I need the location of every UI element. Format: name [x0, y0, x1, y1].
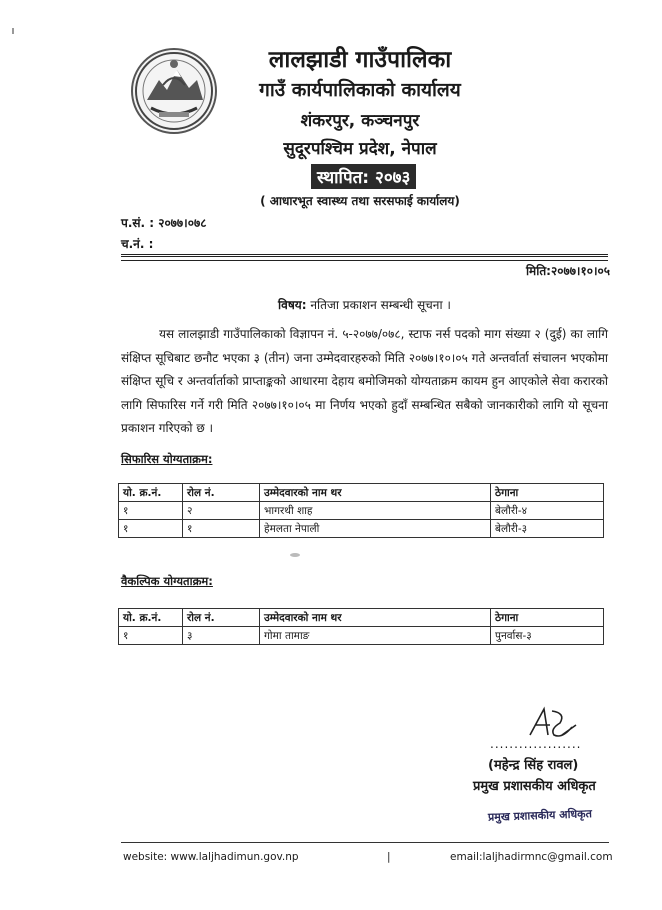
footer-divider: [121, 842, 609, 843]
ink-smudge: [290, 553, 300, 557]
header-roll: रोल नं.: [183, 609, 260, 627]
signatory-name: (महेन्द्र सिंह रावल): [488, 758, 579, 773]
table-row: [119, 627, 604, 645]
cell-name: हेमलता नेपाली: [260, 520, 491, 538]
subject-label: विषय:: [278, 298, 307, 312]
established-badge: स्थापित: २०७३: [311, 164, 416, 189]
cell-serial: १: [119, 502, 183, 520]
scan-mark: [12, 28, 14, 34]
cell-name: गोमा तामाङ: [260, 627, 491, 645]
dispatch-number: च.नं. :: [121, 237, 154, 251]
footer-email: email:laljhadirmnc@gmail.com: [450, 851, 613, 863]
sub-office-name: ( आधारभूत स्वास्थ्य तथा सरसफाई कार्यालय): [260, 194, 460, 208]
alternate-table: [118, 608, 604, 645]
table-header-row: [119, 484, 604, 502]
cell-name: भागरथी शाह: [260, 502, 491, 520]
header-serial: यो. क्र.नं.: [119, 609, 183, 627]
header-name: उम्मेदवारको नाम थर: [260, 609, 491, 627]
footer-separator: |: [387, 851, 391, 863]
document-date: मिति:२०७७।१०।०५: [525, 264, 610, 278]
table-row: [119, 502, 604, 520]
cell-roll: ३: [183, 627, 260, 645]
notice-paragraph: [121, 323, 608, 441]
province-country: सुदूरपश्चिम प्रदेश, नेपाल: [283, 139, 437, 159]
cell-serial: १: [119, 627, 183, 645]
cell-roll: १: [183, 520, 260, 538]
office-name: गाउँ कार्यपालिकाको कार्यालय: [259, 79, 461, 101]
cell-address: बेलौरी-४: [491, 502, 604, 520]
header-divider: [121, 254, 608, 261]
subject-text: नतिजा प्रकाशन सम्बन्धी सूचना ।: [310, 298, 451, 312]
office-address: शंकरपुर, कञ्चनपुर: [300, 111, 420, 131]
recommended-label: सिफारिस योग्यताक्रम:: [121, 452, 213, 466]
table-header-row: [119, 609, 604, 627]
footer-website: website: www.laljhadimun.gov.np: [123, 851, 299, 863]
official-stamp: प्रमुख प्रशासकीय अधिकृत: [487, 807, 593, 824]
header-roll: रोल नं.: [183, 484, 260, 502]
cell-roll: २: [183, 502, 260, 520]
header-address: ठेगाना: [491, 484, 604, 502]
header-address: ठेगाना: [491, 609, 604, 627]
notice-text: यस लालझाडी गाउँपालिकाको विज्ञापन नं. ५-२०७७/०७८, स्टाफ नर्स पदको माग संख्या २ (दुई) का लागि संक्षिप्त सूचिबाट छनौट भएका ३ (तीन) जना उम्मेदवारहरुको मिति २०७७।१०।०५ गते अन्तर्वार्ता संचालन भएकोमा संक्षिप्त सूचि र अन्तर्वार्ताको प्राप्ताङ्कको आधारमा देहाय बमोजिमको योग्यताक्रम कायम हुन आएकोले सेवा करारको लागि सिफारिस गर्ने गरी मिति २०७७।१०।०५ मा निर्णय भएको हुदाँ सम्बन्धित सबैको जानकारीको लागि यो सूचना प्रकाशन गरिएको छ ।: [121, 327, 608, 435]
subject-line: [121, 296, 608, 313]
signature-line: ...................: [490, 737, 582, 751]
reference-number: प.सं. : २०७७।०७८: [121, 216, 207, 230]
header-serial: यो. क्र.नं.: [119, 484, 183, 502]
cell-serial: १: [119, 520, 183, 538]
alternate-label: वैकल्पिक योग्यताक्रम:: [121, 574, 213, 588]
header-name: उम्मेदवारको नाम थर: [260, 484, 491, 502]
table-row: [119, 520, 604, 538]
signatory-title: प्रमुख प्रशासकीय अधिकृत: [473, 779, 596, 794]
cell-address: पुनर्वास-३: [491, 627, 604, 645]
municipality-name: लालझाडी गाउँपालिका: [268, 47, 452, 73]
cell-address: बेलौरी-३: [491, 520, 604, 538]
recommended-table: [118, 483, 604, 538]
